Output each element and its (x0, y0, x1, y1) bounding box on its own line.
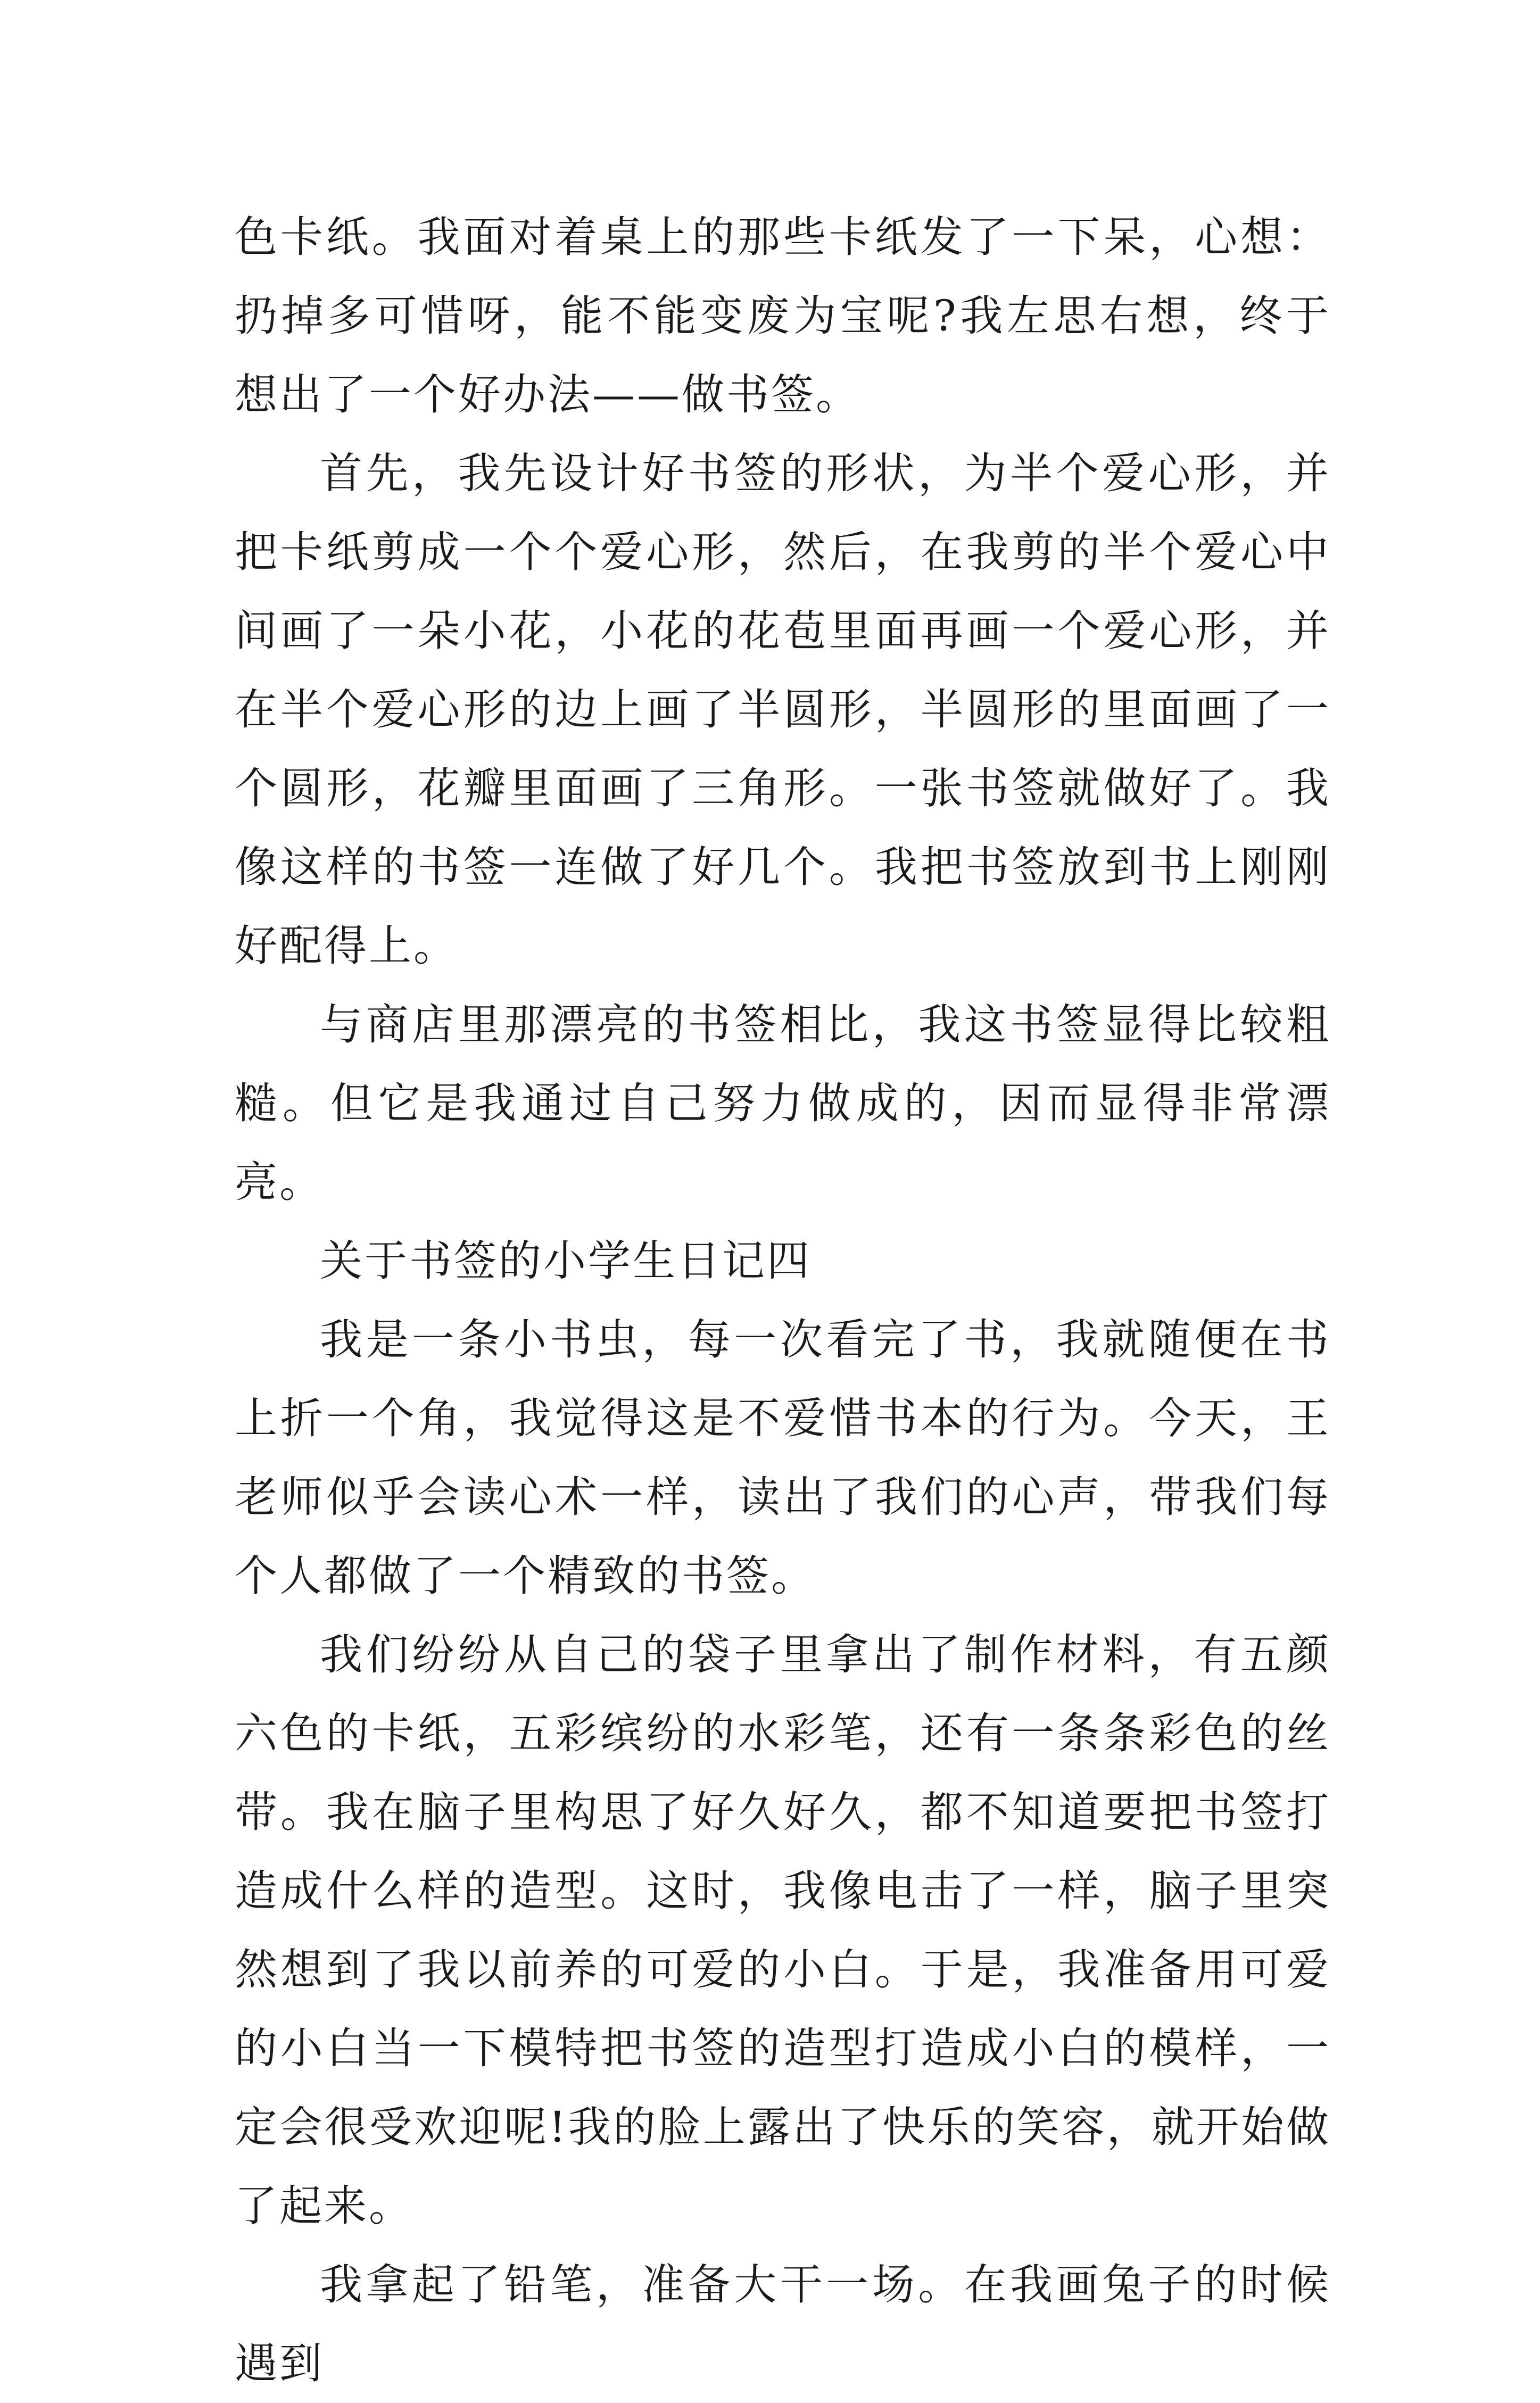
paragraph-6: 我拿起了铅笔，准备大干一场。在我画兔子的时候遇到 (235, 2260, 1331, 2388)
paragraph-4: 我是一条小书虫，每一次看完了书，我就随便在书上折一个角，我觉得这是不爱惜书本的行为。今天，王老师似乎会读心术一样，读出了我们的心声，带我们每个人都做了一个精致的书签。 (235, 1315, 1331, 1601)
paragraph-1: 色卡纸。我面对着桌上的那些卡纸发了一下呆，心想：扔掉多可惜呀，能不能变废为宝呢?我左思右想，终于想出了一个好办法——做书签。 (235, 212, 1331, 419)
paragraph-2: 首先，我先设计好书签的形状，为半个爱心形，并把卡纸剪成一个个爱心形，然后，在我剪的半个爱心中间画了一朵小花，小花的花苞里面再画一个爱心形，并在半个爱心形的边上画了半圆形，半圆形的里面画了一个圆形，花瓣里面画了三角形。一张书签就做好了。我像这样的书签一连做了好几个。我把书签放到书上刚刚好配得上。 (235, 449, 1331, 971)
section-heading: 关于书签的小学生日记四 (320, 1236, 812, 1286)
paragraph-5: 我们纷纷从自己的袋子里拿出了制作材料，有五颜六色的卡纸，五彩缤纷的水彩笔，还有一条条彩色的丝带。我在脑子里构思了好久好久，都不知道要把书签打造成什么样的造型。这时，我像电击了一样，脑子里突然想到了我以前养的可爱的小白。于是，我准备用可爱的小白当一下模特把书签的造型打造成小白的模样，一定会很受欢迎呢!我的脸上露出了快乐的笑容，就开始做了起来。 (235, 1630, 1331, 2231)
body-text (235, 198, 1331, 2403)
paragraph-3: 与商店里那漂亮的书签相比，我这书签显得比较粗糙。但它是我通过自己努力做成的，因而显得非常漂亮。 (235, 1000, 1331, 1207)
